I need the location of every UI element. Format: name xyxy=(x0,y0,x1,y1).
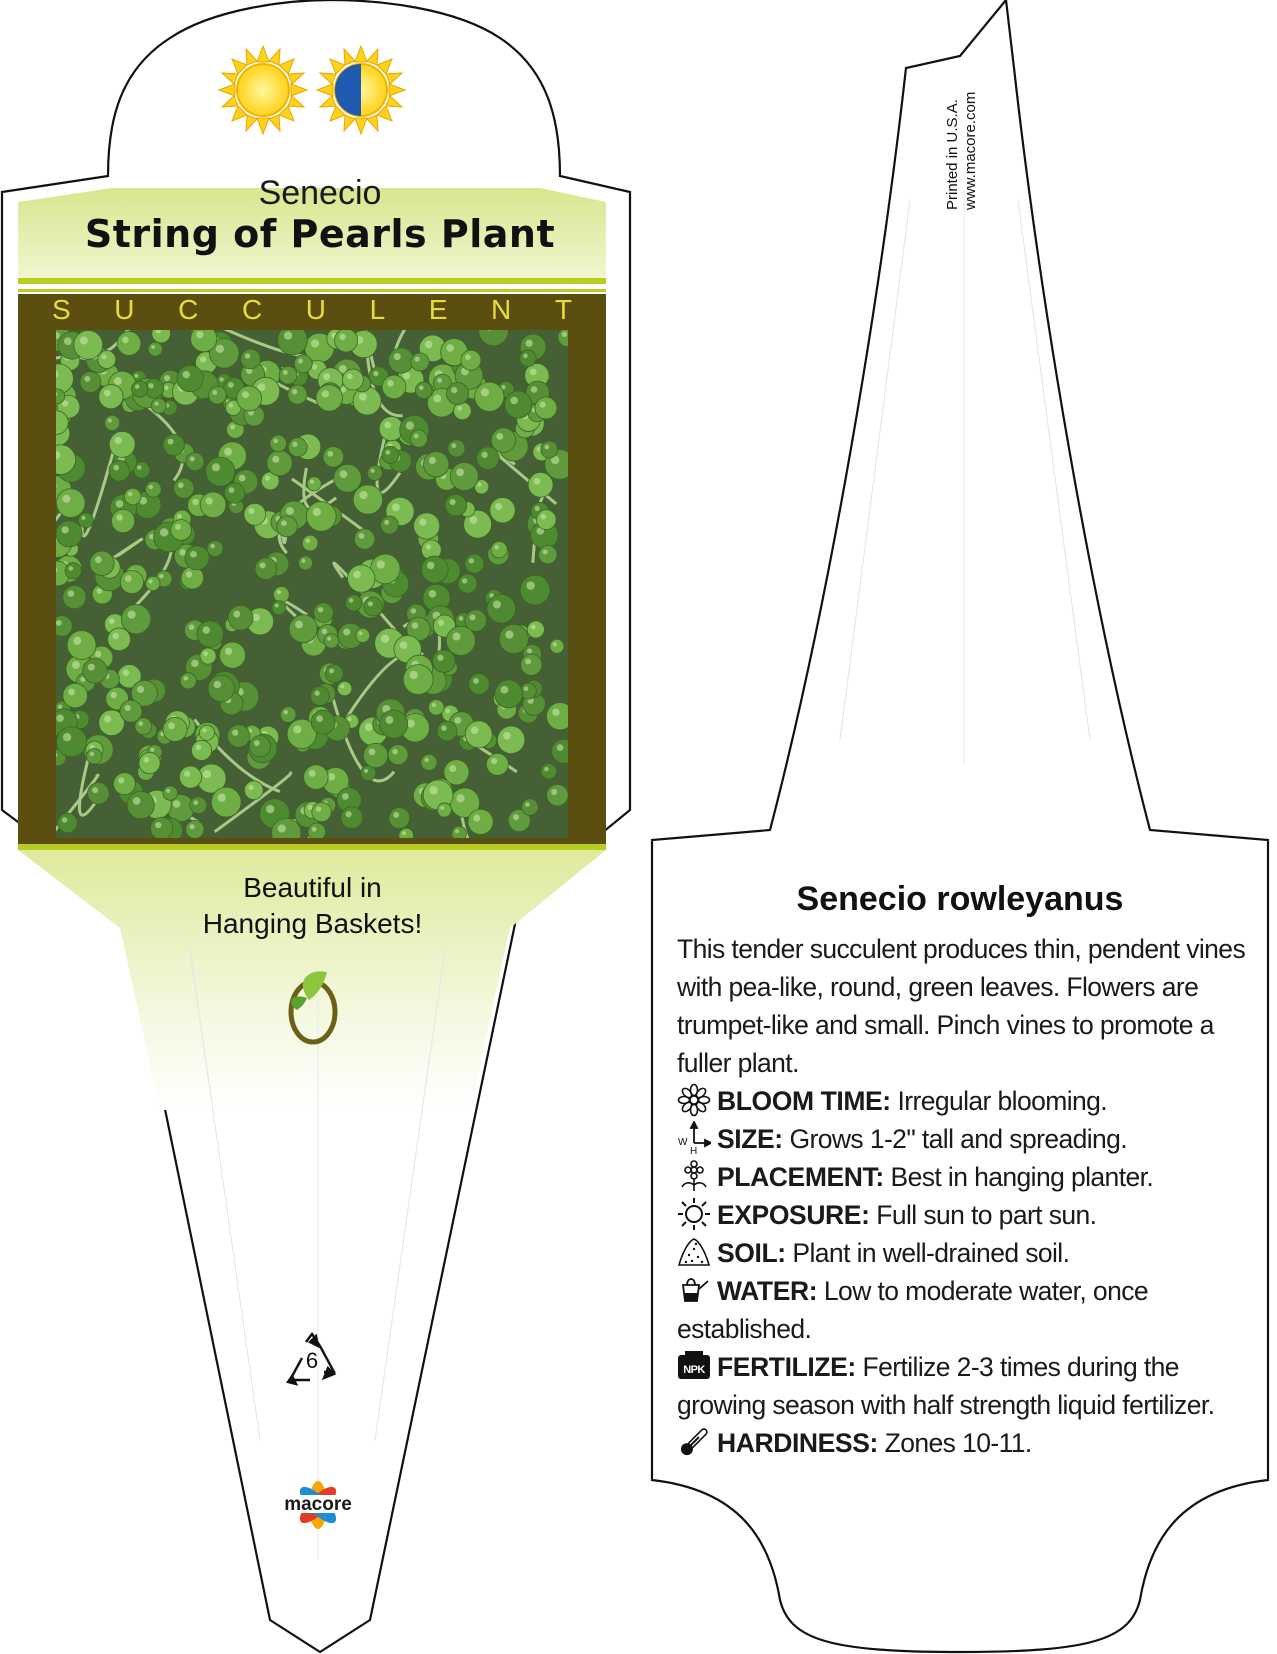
attribute-row xyxy=(677,1082,1267,1120)
flower-icon xyxy=(677,1083,711,1117)
full-sun-icon xyxy=(219,46,307,134)
attribute-text: Full sun to part sun. xyxy=(869,1200,1097,1230)
attribute-text: Plant in well-drained soil. xyxy=(785,1238,1070,1268)
category-letter: C xyxy=(241,294,263,325)
common-name: String of Pearls Plant xyxy=(84,212,556,256)
attribute-row xyxy=(677,1424,1267,1462)
sun-outline-icon xyxy=(677,1197,711,1231)
genus-name: Senecio xyxy=(258,174,382,212)
tagline xyxy=(100,870,525,942)
attribute-text: Irregular blooming. xyxy=(890,1086,1108,1116)
attribute-label: SIZE: xyxy=(717,1124,783,1154)
category-letter: C xyxy=(178,294,199,325)
attribute-label: EXPOSURE: xyxy=(717,1200,870,1230)
svg-text:NPK: NPK xyxy=(683,1364,705,1376)
category-letter: U xyxy=(305,294,326,325)
plant-photo xyxy=(0,270,577,862)
category-letter: N xyxy=(491,294,512,325)
attribute-label: PLACEMENT: xyxy=(717,1162,884,1192)
attribute-text: Zones 10-11. xyxy=(877,1428,1032,1458)
attribute-row xyxy=(677,1120,1267,1158)
soil-pile-icon xyxy=(677,1235,711,1269)
attribute-text: Low to moderate water, once established. xyxy=(677,1276,1149,1344)
care-details xyxy=(677,930,1267,1462)
attribute-row xyxy=(677,1234,1267,1272)
npk-icon xyxy=(677,1349,711,1383)
attribute-row xyxy=(677,1348,1267,1424)
category-letter: T xyxy=(554,294,572,325)
attribute-list xyxy=(677,1082,1267,1462)
attribute-text: Best in hanging planter. xyxy=(883,1162,1154,1192)
part-sun-icon xyxy=(317,46,405,134)
category-letter: E xyxy=(428,294,448,325)
scientific-name: Senecio rowleyanus xyxy=(796,880,1124,918)
brand-name: macore xyxy=(284,1494,352,1515)
attribute-label: FERTILIZE: xyxy=(717,1352,856,1382)
attribute-row xyxy=(677,1272,1267,1348)
attribute-text: Grows 1-2" tall and spreading. xyxy=(782,1124,1128,1154)
svg-text:W: W xyxy=(678,1137,687,1148)
attribute-label: WATER: xyxy=(717,1276,818,1306)
tagline-line1: Beautiful in xyxy=(243,872,382,903)
category-banner xyxy=(52,294,572,326)
attribute-row xyxy=(677,1196,1267,1234)
printed-line1: Printed in U.S.A. xyxy=(944,99,961,210)
attribute-text: Fertilize 2-3 times during the growing season with half strength liquid fertilizer. xyxy=(677,1352,1215,1420)
placement-flower-icon xyxy=(677,1159,711,1193)
attribute-label: SOIL: xyxy=(717,1238,786,1268)
watering-can-icon xyxy=(677,1273,711,1307)
attribute-label: BLOOM TIME: xyxy=(717,1086,891,1116)
size-arrows-icon xyxy=(677,1121,711,1155)
category-letter: L xyxy=(369,294,386,325)
recycle-code: 6 xyxy=(305,1348,319,1373)
attribute-row xyxy=(677,1158,1267,1196)
description: This tender succulent produces thin, pendent vines with pea-like, round, green leaves. Flowers are trumpet-like and small. Pinch vines to promote a fuller plant. xyxy=(677,934,1246,1078)
attribute-label: HARDINESS: xyxy=(717,1428,878,1458)
category-letter: S xyxy=(52,294,71,325)
printed-info xyxy=(944,91,1062,246)
thermometer-icon xyxy=(677,1425,711,1459)
category-letter: U xyxy=(114,294,135,325)
printed-line2: www.macore.com xyxy=(962,91,979,210)
tagline-line2: Hanging Baskets! xyxy=(202,908,423,939)
svg-text:H: H xyxy=(690,1146,697,1155)
